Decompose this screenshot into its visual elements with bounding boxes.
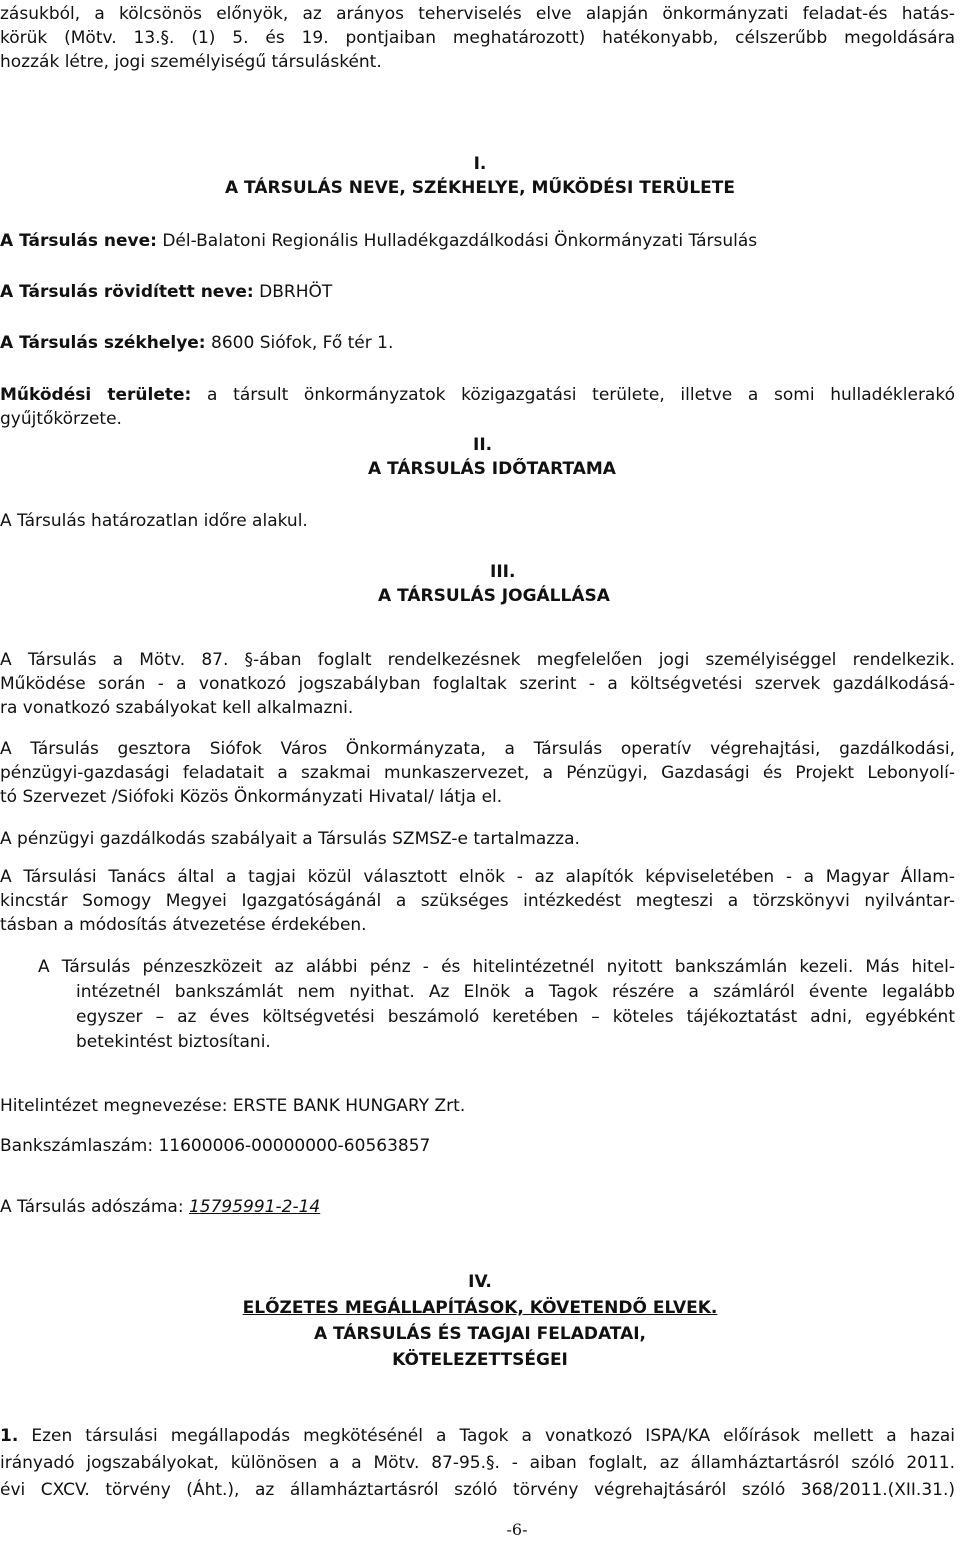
- numbered-item-line: évi CXCV. törvény (Áht.), az államháztartásról szóló törvény végrehajtásáról szóló 368/2011.(XII.31.): [0, 1480, 955, 1500]
- section-number: I.: [473, 154, 487, 174]
- paragraph-line: egyszer – az éves költségvetési beszámoló keretében – köteles tájékoztatást adni, egyébként: [76, 1007, 955, 1027]
- tax-number-label: A Társulás adószáma:: [0, 1197, 184, 1217]
- section-title: KÖTELEZETTSÉGEI: [392, 1350, 568, 1370]
- paragraph-line: A Társulási Tanács által a tagjai közül választott elnök - az alapítók képviseletében - a Magyar Állam-: [0, 867, 955, 887]
- paragraph-line: A pénzügyi gazdálkodás szabályait a Társulás SZMSZ-e tartalmazza.: [0, 829, 580, 849]
- intro-line: hozzák létre, jogi személyiségű társulásként.: [0, 52, 382, 72]
- operating-area-value: gyűjtőkörzete.: [0, 409, 122, 429]
- section-title: A TÁRSULÁS IDŐTARTAMA: [368, 459, 616, 479]
- society-seat-value: 8600 Siófok, Fő tér 1.: [211, 333, 394, 353]
- section-number: II.: [473, 435, 493, 455]
- paragraph-line: A Társulás gesztora Siófok Város Önkormányzata, a Társulás operatív végrehajtási, gazdálkodási,: [0, 739, 955, 759]
- numbered-item-line: [0, 1424, 955, 1448]
- item-text: Ezen társulási megállapodás megkötésénél a Tagok a vonatkozó ISPA/KA előírások mellett a hazai: [31, 1426, 955, 1446]
- paragraph-line: betekintést biztosítani.: [76, 1032, 271, 1052]
- society-short-name-value: DBRHÖT: [259, 282, 333, 302]
- operating-area-label: Működési területe:: [0, 385, 192, 405]
- bank-name: Hitelintézet megnevezése: ERSTE BANK HUNGARY Zrt.: [0, 1096, 466, 1116]
- section-title: A TÁRSULÁS ÉS TAGJAI FELADATAI,: [313, 1324, 647, 1344]
- numbered-item-line: irányadó jogszabályokat, különösen a a Mötv. 87-95.§. - aiban foglalt, az államháztartásról szóló 2011.: [0, 1453, 955, 1473]
- section-number: III.: [490, 562, 516, 582]
- paragraph-line: tásban a módosítás átvezetése érdekében.: [0, 915, 367, 935]
- operating-area-value: a társult önkormányzatok közigazgatási területe, illetve a somi hulladéklerakó: [207, 385, 955, 405]
- society-name-row: [0, 229, 757, 253]
- paragraph-line: intézetnél bankszámlát nem nyithat. Az Elnök a Tagok részére a számláról évente legalább: [76, 982, 955, 1002]
- section-title: A TÁRSULÁS NEVE, SZÉKHELYE, MŰKÖDÉSI TERÜLETE: [224, 178, 736, 198]
- society-name-label: A Társulás neve:: [0, 231, 157, 251]
- society-seat-row: [0, 331, 393, 355]
- section-number: IV.: [468, 1272, 492, 1292]
- operating-area-row: [0, 383, 955, 407]
- tax-number-value: 15795991-2-14: [188, 1197, 321, 1217]
- section-title: A TÁRSULÁS JOGÁLLÁSA: [378, 586, 610, 606]
- intro-line: zásukból, a kölcsönös előnyök, az arányos teherviselés elve alapján önkormányzati feladat-és hatás-: [0, 4, 955, 24]
- tax-number-row: [0, 1195, 320, 1219]
- paragraph-line: pénzügyi-gazdasági feladatait a szakmai munkaszervezet, a Pénzügyi, Gazdasági és Projekt Lebonyolí-: [0, 763, 955, 783]
- page-number: -6-: [506, 1520, 528, 1539]
- paragraph-line: kincstár Somogy Megyei Igazgatóságánál a szükséges intézkedést megteszi a törzskönyvi nyilvántar-: [0, 891, 955, 911]
- paragraph-line: A Társulás a Mötv. 87. §-ában foglalt rendelkezésnek megfelelően jogi személyiséggel rendelkezik.: [0, 650, 955, 670]
- item-number: 1.: [0, 1426, 19, 1446]
- society-seat-label: A Társulás székhelye:: [0, 333, 206, 353]
- duration-text: A Társulás határozatlan időre alakul.: [0, 511, 308, 531]
- paragraph-line: A Társulás pénzeszközeit az alábbi pénz - és hitelintézetnél nyitott bankszámlán kezeli. Más hitel-: [38, 957, 955, 977]
- intro-line: körük (Mötv. 13.§. (1) 5. és 19. pontjaiban meghatározott) hatékonyabb, célszerűbb megoldására: [0, 28, 955, 48]
- society-name-value: Dél-Balatoni Regionális Hulladékgazdálkodási Önkormányzati Társulás: [162, 231, 758, 251]
- paragraph-line: ra vonatkozó szabályokat kell alkalmazni.: [0, 698, 354, 718]
- paragraph-line: tó Szervezet /Siófoki Közös Önkormányzati Hivatal/ látja el.: [0, 787, 503, 807]
- bank-account: Bankszámlaszám: 11600006-00000000-60563857: [0, 1136, 431, 1156]
- paragraph-line: Működése során - a vonatkozó jogszabályban foglaltak szerint - a költségvetési szervek gazdálkodásá-: [0, 674, 955, 694]
- society-short-name-row: [0, 280, 332, 304]
- section-title: ELŐZETES MEGÁLLAPÍTÁSOK, KÖVETENDŐ ELVEK.: [242, 1298, 718, 1318]
- society-short-name-label: A Társulás rövidített neve:: [0, 282, 254, 302]
